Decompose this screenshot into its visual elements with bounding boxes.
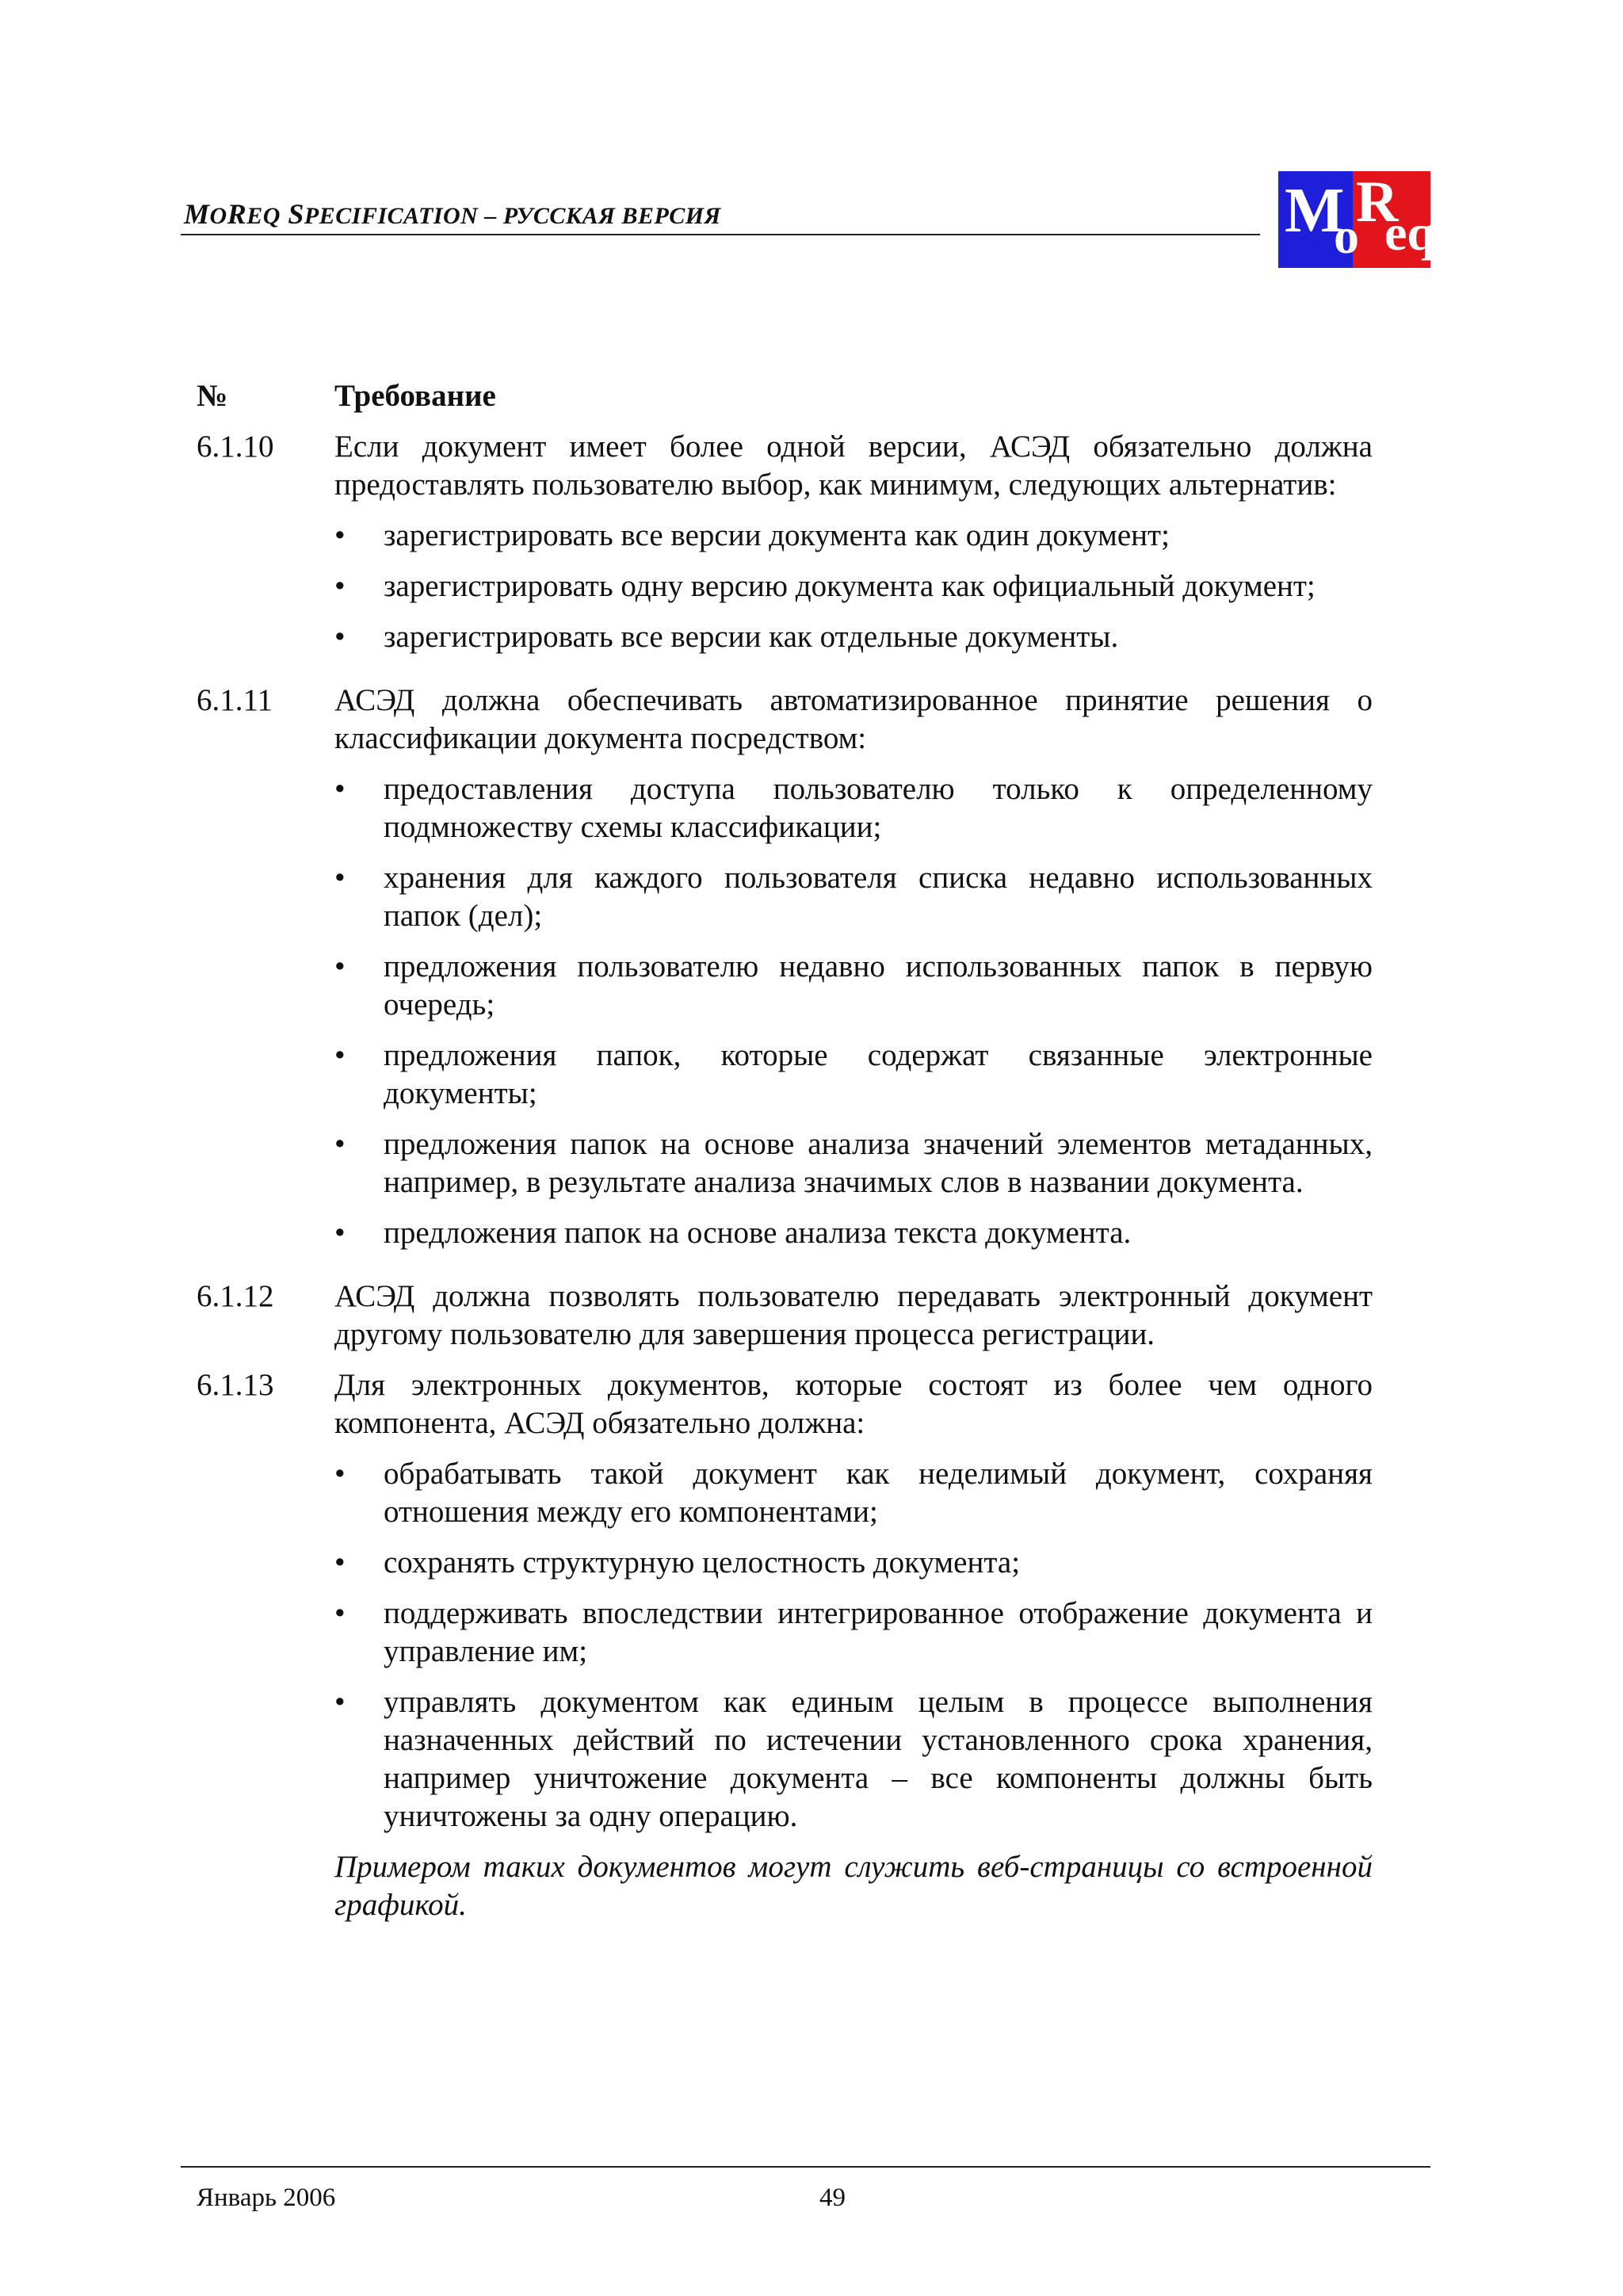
page-number: 49 bbox=[819, 2183, 846, 2212]
requirement-row bbox=[197, 682, 1373, 1265]
header-title-part: PECIFICATION – РУССКАЯ ВЕРСИЯ bbox=[304, 203, 721, 229]
requirement-body bbox=[334, 682, 1373, 1265]
bullet-item bbox=[334, 770, 1373, 846]
bullet-text: поддерживать впоследствии интегрированное отображение документа и управление им; bbox=[384, 1596, 1373, 1668]
bullet-item bbox=[334, 948, 1373, 1024]
requirement-list bbox=[197, 428, 1373, 1924]
moreq-logo bbox=[1278, 170, 1435, 268]
page-footer bbox=[181, 2166, 1430, 2212]
header-title-part: EQ bbox=[246, 203, 281, 229]
bullet-text: предложения папок на основе анализа значений элементов метаданных, например, в результате анализа значимых слов в названии документа. bbox=[384, 1127, 1373, 1199]
bullet-list bbox=[334, 1455, 1373, 1836]
bullet-text: сохранять структурную целостность документа; bbox=[384, 1545, 1021, 1580]
requirement-number: 6.1.12 bbox=[197, 1279, 274, 1313]
column-header-requirement: Требование bbox=[334, 379, 496, 413]
bullet-item bbox=[334, 1683, 1373, 1836]
bullet-text: хранения для каждого пользователя списка недавно использованных папок (дел); bbox=[384, 861, 1373, 933]
header-title-part: M bbox=[184, 198, 210, 230]
page-header bbox=[181, 198, 1260, 235]
bullet-text: предоставления доступа пользователю только к определенному подмножеству схемы классификации; bbox=[384, 772, 1373, 844]
requirement-row bbox=[197, 428, 1373, 669]
bullet-text: предложения папок на основе анализа текста документа. bbox=[384, 1216, 1132, 1250]
bullet-item bbox=[334, 1214, 1373, 1252]
bullet-text: зарегистрировать все версии как отдельные документы. bbox=[384, 620, 1119, 654]
logo-letter-o: o bbox=[1334, 208, 1359, 264]
bullet-text: зарегистрировать все версии документа как один документ; bbox=[384, 518, 1170, 552]
bullet-list bbox=[334, 517, 1373, 656]
header-title bbox=[184, 197, 721, 231]
logo-letter-r: R bbox=[1356, 170, 1399, 235]
bullet-item bbox=[334, 1037, 1373, 1113]
bullet-item bbox=[334, 567, 1373, 606]
bullet-icon: • bbox=[334, 1127, 346, 1161]
logo-letter-m: M bbox=[1285, 176, 1345, 246]
requirement-row bbox=[197, 1366, 1373, 1924]
requirement-body bbox=[334, 1278, 1373, 1354]
bullet-text: управлять документом как единым целым в процессе выполнения назначенных действий по истечении установленного срока хранения, например уничтожение документа – все компоненты должны быть уничтожены за одну операцию. bbox=[384, 1685, 1373, 1833]
bullet-icon: • bbox=[334, 1038, 346, 1072]
header-title-part: R bbox=[227, 198, 247, 230]
requirement-number: 6.1.10 bbox=[197, 430, 274, 464]
bullet-icon: • bbox=[334, 569, 346, 603]
requirement-body bbox=[334, 1366, 1373, 1924]
bullet-text: обрабатывать такой документ как неделимый документ, сохраняя отношения между его компонентами; bbox=[384, 1457, 1373, 1529]
requirement-text: АСЭД должна позволять пользователю передавать электронный документ другому пользователю для завершения процесса регистрации. bbox=[334, 1279, 1373, 1351]
requirement-text: АСЭД должна обеспечивать автоматизированное принятие решения о классификации документа посредством: bbox=[334, 683, 1373, 755]
bullet-icon: • bbox=[334, 772, 346, 806]
bullet-icon: • bbox=[334, 620, 346, 654]
bullet-text: предложения пользователю недавно использованных папок в первую очередь; bbox=[384, 949, 1373, 1022]
bullet-list bbox=[334, 770, 1373, 1252]
bullet-icon: • bbox=[334, 949, 346, 984]
bullet-item bbox=[334, 1595, 1373, 1671]
bullet-text: зарегистрировать одну версию документа как официальный документ; bbox=[384, 569, 1316, 603]
table-header-row bbox=[197, 377, 1373, 415]
bullet-item bbox=[334, 517, 1373, 555]
bullet-icon: • bbox=[334, 1596, 346, 1630]
requirement-row bbox=[197, 1278, 1373, 1354]
requirement-text: Для электронных документов, которые состоят из более чем одного компонента, АСЭД обязательно должна: bbox=[334, 1368, 1373, 1440]
bullet-item bbox=[334, 1455, 1373, 1531]
column-header-number: № bbox=[197, 379, 228, 413]
logo-letter-eq: eq bbox=[1384, 204, 1435, 261]
bullet-icon: • bbox=[334, 1685, 346, 1719]
requirement-text: Если документ имеет более одной версии, АСЭД обязательно должна предоставлять пользователю выбор, как минимум, следующих альтернатив: bbox=[334, 430, 1373, 502]
bullet-icon: • bbox=[334, 518, 346, 552]
requirement-number: 6.1.13 bbox=[197, 1368, 274, 1402]
requirement-note: Примером таких документов могут служить веб-страницы со встроенной графикой. bbox=[334, 1850, 1373, 1922]
bullet-item bbox=[334, 1125, 1373, 1201]
header-title-part: S bbox=[280, 198, 304, 230]
requirements-table bbox=[197, 377, 1373, 1937]
bullet-item bbox=[334, 1544, 1373, 1582]
requirement-number: 6.1.11 bbox=[197, 683, 273, 717]
header-title-part: O bbox=[209, 203, 227, 229]
bullet-item bbox=[334, 859, 1373, 935]
bullet-text: предложения папок, которые содержат связанные электронные документы; bbox=[384, 1038, 1373, 1110]
bullet-item bbox=[334, 618, 1373, 656]
bullet-icon: • bbox=[334, 1545, 346, 1580]
bullet-icon: • bbox=[334, 861, 346, 895]
bullet-icon: • bbox=[334, 1457, 346, 1491]
bullet-icon: • bbox=[334, 1216, 346, 1250]
requirement-body bbox=[334, 428, 1373, 669]
footer-date: Январь 2006 bbox=[197, 2183, 336, 2212]
